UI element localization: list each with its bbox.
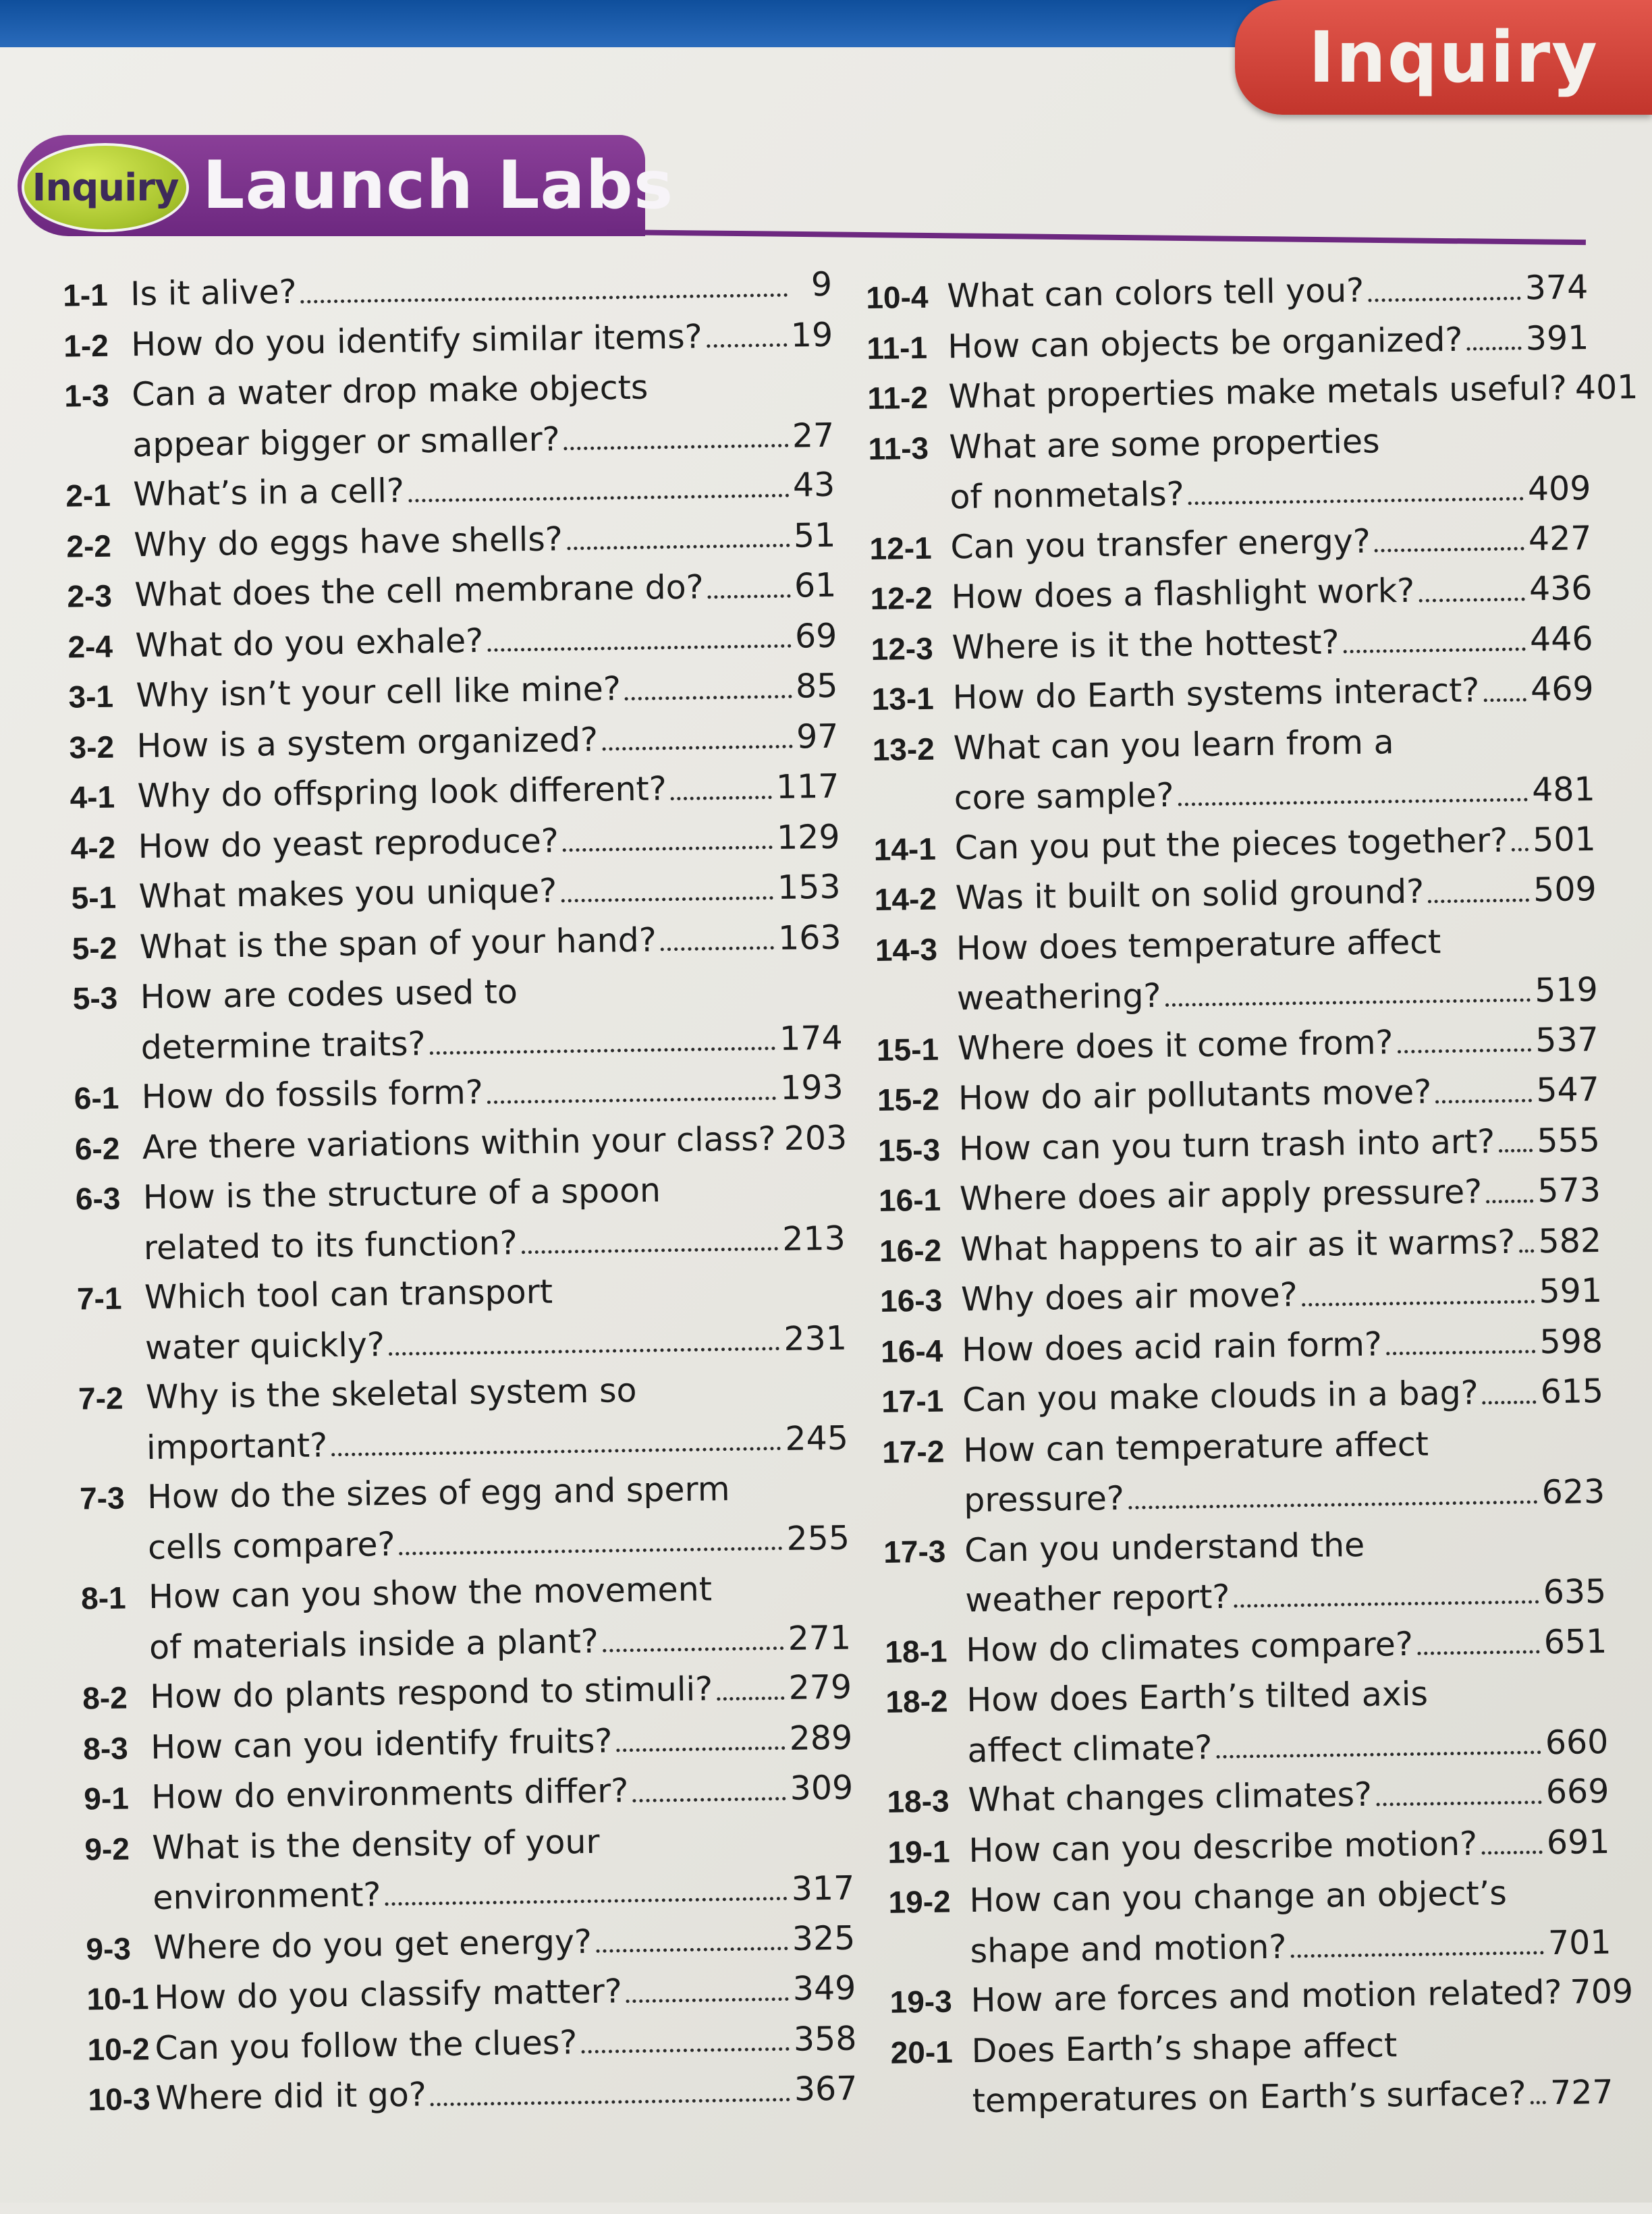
lab-title-continuation: weather report? <box>965 1572 1230 1626</box>
lab-number: 11-2 <box>867 372 949 423</box>
lab-title: Can you make clouds in a bag? <box>962 1368 1479 1425</box>
lab-title-continuation: shape and motion? <box>970 1922 1287 1976</box>
lab-title-continuation: environment? <box>153 1870 381 1922</box>
lab-number: 3-2 <box>69 722 137 773</box>
dot-leader <box>1531 2101 1547 2104</box>
toc-entry <box>872 715 1595 825</box>
lab-number: 16-2 <box>879 1225 961 1276</box>
lab-number: 5-1 <box>71 873 139 923</box>
toc-entry <box>84 1813 855 1924</box>
lab-title: What changes climates? <box>968 1770 1373 1825</box>
dot-leader <box>671 796 772 800</box>
dot-leader <box>1398 1049 1532 1054</box>
page-number: 691 <box>1546 1817 1610 1867</box>
lab-number: 2-3 <box>67 571 135 621</box>
lab-title: What is the density of your <box>152 1817 600 1873</box>
page-number: 279 <box>788 1663 852 1713</box>
toc-entry <box>78 1363 849 1474</box>
lab-number: 16-1 <box>879 1175 960 1225</box>
lab-number: 9-3 <box>86 1924 154 1974</box>
toc-entry <box>868 414 1591 524</box>
page-number: 43 <box>792 460 835 510</box>
lab-number: 8-2 <box>82 1673 150 1723</box>
dot-leader <box>1486 1199 1533 1203</box>
toc-left-column <box>63 260 858 2125</box>
page-number: 97 <box>796 711 839 761</box>
lab-title: What does the cell membrane do? <box>134 562 704 619</box>
lab-number: 12-1 <box>869 523 951 574</box>
toc-entry <box>883 1516 1607 1626</box>
page-number: 446 <box>1530 614 1594 665</box>
page-number: 669 <box>1545 1767 1609 1817</box>
toc-entry <box>882 1416 1605 1526</box>
lab-title-continuation: related to its function? <box>143 1218 518 1273</box>
lab-number: 2-2 <box>66 521 134 572</box>
lab-number: 16-4 <box>881 1326 962 1377</box>
lab-number: 3-1 <box>68 671 136 722</box>
page-number: 153 <box>777 862 842 913</box>
page-number: 701 <box>1547 1917 1612 1968</box>
lab-number: 12-2 <box>870 573 952 624</box>
lab-title-continuation: important? <box>146 1420 328 1472</box>
dot-leader <box>567 544 790 551</box>
lab-number: 12-3 <box>871 624 952 674</box>
lab-title-continuation: water quickly? <box>144 1320 385 1373</box>
toc-right-column <box>866 262 1614 2127</box>
page-number: 193 <box>780 1063 844 1113</box>
lab-title: How are codes used to <box>140 967 518 1022</box>
lab-title: Can you put the pieces together? <box>954 815 1508 873</box>
lab-title: Why isn’t your cell like mine? <box>136 664 621 721</box>
lab-title-continuation: cells compare? <box>148 1519 395 1572</box>
page-number: 117 <box>775 762 839 812</box>
lab-number: 19-2 <box>888 1877 970 1927</box>
lab-number: 9-2 <box>84 1824 153 1875</box>
lab-title: How do climates compare? <box>966 1619 1413 1675</box>
dot-leader <box>625 694 792 700</box>
dot-leader <box>1178 798 1529 806</box>
lab-number: 8-1 <box>81 1573 149 1624</box>
lab-title-continuation: of nonmetals? <box>949 470 1184 522</box>
lab-title: Why does air move? <box>961 1270 1298 1324</box>
dot-leader <box>563 846 773 852</box>
dot-leader <box>708 594 790 599</box>
lab-title: How do fossils form? <box>141 1068 483 1122</box>
toc-entry <box>890 2017 1614 2127</box>
dot-leader <box>431 2098 790 2106</box>
lab-title: Where does it come from? <box>957 1018 1394 1074</box>
dot-leader <box>1368 296 1521 302</box>
page-number: 651 <box>1543 1616 1607 1667</box>
lab-title-continuation: of materials inside a plant? <box>149 1616 599 1672</box>
lab-title: What properties make metals useful? <box>948 364 1567 422</box>
page-number: 469 <box>1531 664 1595 715</box>
page-number: 660 <box>1545 1717 1609 1767</box>
toc-entry <box>81 1563 852 1673</box>
page-number: 615 <box>1540 1366 1604 1417</box>
dot-leader <box>1188 497 1524 505</box>
lab-number: 2-1 <box>65 470 134 521</box>
lab-title: Where do you get energy? <box>153 1916 592 1972</box>
lab-title: How do environments differ? <box>151 1766 629 1822</box>
dot-leader <box>1375 547 1524 553</box>
dot-leader <box>717 1696 785 1700</box>
page-number: 374 <box>1524 262 1589 313</box>
lab-title: What can you learn from a <box>953 717 1394 773</box>
dot-leader <box>1302 1300 1535 1306</box>
lab-title: How does acid rain form? <box>962 1319 1383 1375</box>
lab-title: Can you follow the clues? <box>155 2018 578 2073</box>
lab-title: What can colors tell you? <box>947 266 1365 321</box>
dot-leader <box>1481 1851 1543 1855</box>
dot-leader <box>385 1897 788 1906</box>
lab-number: 8-3 <box>83 1723 151 1774</box>
lab-number: 15-3 <box>878 1125 960 1175</box>
page-number: 51 <box>793 510 835 560</box>
lab-number: 11-3 <box>868 423 949 474</box>
dot-leader <box>1386 1350 1536 1356</box>
inquiry-badge-label: Inquiry <box>32 166 179 210</box>
page-number: 582 <box>1538 1215 1602 1266</box>
lab-title: Why is the skeletal system so <box>146 1366 637 1422</box>
lab-title: Why do eggs have shells? <box>134 514 563 570</box>
lab-number: 19-1 <box>887 1827 969 1877</box>
dot-leader <box>1419 597 1525 602</box>
page-number: 709 <box>1570 1966 1634 2017</box>
lab-title: Can you transfer energy? <box>950 516 1371 572</box>
lab-title: How does Earth’s tilted axis <box>966 1669 1429 1725</box>
lab-title: How does temperature affect <box>956 917 1441 974</box>
lab-title: How is a system organized? <box>136 715 599 771</box>
lab-title: Why do offspring look different? <box>137 764 667 821</box>
lab-number: 5-3 <box>72 973 140 1024</box>
lab-title: What is the span of your hand? <box>139 915 657 972</box>
dot-leader <box>487 1097 776 1104</box>
page-number: 203 <box>783 1113 848 1163</box>
lab-title: How do you classify matter? <box>154 1966 622 2022</box>
page-number: 19 <box>790 310 833 360</box>
dot-leader <box>1483 1400 1537 1404</box>
dot-leader <box>1467 347 1522 351</box>
lab-number: 10-4 <box>866 272 947 323</box>
lab-number: 13-1 <box>871 673 953 724</box>
toc-entry <box>72 963 843 1074</box>
dot-leader <box>626 1997 789 2003</box>
lab-title: How does a flashlight work? <box>951 566 1415 622</box>
page-number: 85 <box>796 661 838 711</box>
page-number: 727 <box>1550 2068 1614 2118</box>
dot-leader <box>1499 1149 1533 1153</box>
page-number: 245 <box>785 1413 849 1464</box>
toc-entry <box>88 2064 858 2124</box>
lab-number: 4-1 <box>70 772 138 823</box>
lab-title: How are forces and motion related? <box>970 1968 1562 2026</box>
lab-title: Which tool can transport <box>144 1267 553 1323</box>
dot-leader <box>603 1646 784 1653</box>
lab-title: Was it built on solid ground? <box>955 867 1424 923</box>
lab-number: 6-1 <box>74 1073 142 1124</box>
page-number: 61 <box>794 561 836 611</box>
lab-number: 17-2 <box>882 1427 964 1477</box>
page-number: 231 <box>783 1313 848 1364</box>
page-number: 317 <box>791 1864 855 1914</box>
dot-leader <box>1234 1601 1539 1608</box>
lab-number: 15-2 <box>877 1074 958 1125</box>
dot-leader <box>707 343 787 348</box>
dot-leader <box>1435 1099 1532 1103</box>
dot-leader <box>487 644 791 652</box>
lab-number: 18-2 <box>885 1676 967 1727</box>
page-number: 27 <box>792 410 834 460</box>
dot-leader <box>564 443 788 450</box>
lab-number: 10-2 <box>87 2024 155 2075</box>
page-number: 391 <box>1525 313 1589 364</box>
dot-leader <box>596 1947 788 1953</box>
toc-entry-continuation <box>891 2068 1614 2127</box>
dot-leader <box>522 1247 779 1254</box>
lab-title: What do you exhale? <box>135 616 484 671</box>
page-number: 537 <box>1535 1015 1599 1066</box>
section-title: Launch Labs <box>202 147 673 224</box>
page-number: 69 <box>795 611 837 661</box>
page-number: 598 <box>1539 1316 1603 1366</box>
page-number: 367 <box>794 2064 858 2114</box>
lab-title-continuation: weathering? <box>956 971 1161 1024</box>
toc-entry <box>888 1867 1612 1977</box>
dot-leader <box>633 1797 786 1802</box>
dot-leader <box>430 1047 776 1055</box>
lab-number: 15-1 <box>876 1024 958 1075</box>
lab-title: How is the structure of a spoon <box>142 1165 661 1222</box>
toc-entry-line <box>88 2064 858 2124</box>
page-number: 289 <box>789 1713 853 1763</box>
lab-number: 11-1 <box>866 323 948 373</box>
dot-leader <box>581 2047 790 2053</box>
lab-number: 7-1 <box>76 1273 144 1324</box>
lab-number: 2-4 <box>67 621 136 672</box>
page-number: 427 <box>1528 514 1592 564</box>
lab-number: 14-1 <box>873 824 955 875</box>
lab-title-continuation: pressure? <box>964 1474 1125 1526</box>
lab-title: How do plants respond to stimuli? <box>150 1664 713 1721</box>
page-number: 163 <box>778 912 842 963</box>
lab-title: How can you show the movement <box>148 1564 713 1622</box>
lab-title: Where does air apply pressure? <box>960 1167 1483 1223</box>
dot-leader <box>408 493 789 502</box>
lab-number: 4-2 <box>70 823 138 873</box>
dot-leader <box>1483 698 1526 702</box>
lab-title: How can you change an object’s <box>969 1869 1507 1926</box>
lab-number: 18-3 <box>887 1776 968 1827</box>
lab-number: 10-3 <box>88 2074 156 2125</box>
page-number: 129 <box>776 812 840 862</box>
dot-leader <box>1428 898 1529 903</box>
page-number: 436 <box>1529 563 1593 614</box>
lab-title: How can you describe motion? <box>968 1819 1478 1875</box>
page-number: 591 <box>1539 1266 1603 1317</box>
lab-number: 1-1 <box>63 270 131 321</box>
lab-number: 16-3 <box>880 1275 962 1326</box>
lab-title: How can you turn trash into art? <box>958 1117 1495 1174</box>
lab-title: How do you identify similar items? <box>131 312 703 369</box>
page-number: 9 <box>792 260 833 310</box>
dot-leader <box>400 1547 783 1555</box>
dot-leader <box>331 1447 781 1456</box>
toc-entry <box>75 1163 846 1274</box>
dot-leader <box>1417 1651 1540 1656</box>
lab-title: How do the sizes of egg and sperm <box>147 1464 730 1522</box>
lab-title: Where did it go? <box>155 2070 426 2123</box>
toc-entry <box>885 1667 1609 1777</box>
dot-leader <box>1128 1501 1538 1510</box>
page-number: 509 <box>1533 864 1597 915</box>
page-number: 309 <box>790 1763 854 1814</box>
page-number: 409 <box>1527 464 1591 514</box>
lab-title: Can a water drop make objects <box>132 363 649 420</box>
inquiry-tab-label: Inquiry <box>1309 16 1599 99</box>
lab-title-continuation: determine traits? <box>140 1019 426 1072</box>
page-number: 349 <box>792 1964 856 2014</box>
lab-title-continuation: core sample? <box>954 771 1174 823</box>
dot-leader <box>301 293 788 303</box>
dot-leader <box>1344 648 1526 654</box>
lab-title: What’s in a cell? <box>133 466 405 520</box>
dot-leader <box>1519 1250 1534 1253</box>
lab-title: Where is it the hottest? <box>952 617 1340 673</box>
lab-number: 14-2 <box>874 874 956 924</box>
page-number: 519 <box>1535 965 1599 1016</box>
toc-entry <box>80 1463 850 1574</box>
dot-leader <box>661 946 774 951</box>
lab-number: 7-3 <box>80 1473 148 1524</box>
lab-title: Does Earth’s shape affect <box>971 2020 1398 2076</box>
toc-entry <box>875 915 1598 1025</box>
page-number: 255 <box>786 1513 850 1563</box>
lab-number: 6-3 <box>75 1173 143 1224</box>
page-number: 555 <box>1537 1115 1601 1165</box>
page-number: 401 <box>1574 362 1639 413</box>
toc-entry <box>76 1263 847 1374</box>
lab-number: 9-1 <box>84 1773 152 1824</box>
lab-title: What makes you unique? <box>138 866 557 922</box>
lab-number: 18-1 <box>885 1626 966 1677</box>
page-number: 358 <box>793 2014 857 2064</box>
page-number: 573 <box>1537 1165 1601 1216</box>
lab-title: How can objects be organized? <box>947 314 1463 371</box>
lab-number: 1-3 <box>64 370 132 421</box>
lab-title-continuation: temperatures on Earth’s surface? <box>972 2069 1526 2126</box>
lab-title: Can you understand the <box>964 1520 1365 1575</box>
lab-title: How can temperature affect <box>963 1419 1429 1475</box>
page-number: 271 <box>788 1613 852 1663</box>
lab-title-continuation: affect climate? <box>967 1723 1213 1776</box>
lab-number: 7-2 <box>78 1373 146 1424</box>
dot-leader <box>389 1347 780 1356</box>
lab-number: 13-2 <box>872 724 954 775</box>
lab-number: 17-3 <box>883 1526 965 1577</box>
page-number: 501 <box>1533 814 1597 865</box>
lab-title: How do Earth systems interact? <box>952 665 1480 722</box>
lab-title: Is it alive? <box>130 267 297 319</box>
dot-leader <box>1165 999 1531 1007</box>
lab-number: 20-1 <box>890 2027 972 2078</box>
lab-number: 17-1 <box>881 1376 963 1427</box>
lab-number: 6-2 <box>74 1124 142 1174</box>
page-number: 635 <box>1543 1567 1607 1617</box>
lab-title: How can you identify fruits? <box>150 1716 613 1772</box>
lab-number: 14-3 <box>875 924 956 975</box>
lab-number: 10-1 <box>86 1974 155 2024</box>
lab-number: 5-2 <box>72 923 140 974</box>
page-number: 481 <box>1532 765 1596 815</box>
page-number: 325 <box>792 1913 856 1964</box>
lab-title: How do air pollutants move? <box>958 1067 1431 1123</box>
page-number: 547 <box>1536 1065 1600 1115</box>
dot-leader <box>1376 1800 1542 1806</box>
lab-title-continuation: appear bigger or smaller? <box>132 414 560 470</box>
page-number: 623 <box>1541 1467 1605 1518</box>
lab-title: What happens to air as it warms? <box>960 1217 1516 1274</box>
dot-leader <box>561 896 773 902</box>
page-number: 213 <box>782 1213 846 1264</box>
lab-number: 1-2 <box>63 321 132 371</box>
page-number: 174 <box>779 1013 844 1063</box>
lab-title: Are there variations within your class? <box>142 1114 776 1173</box>
lab-title: How do yeast reproduce? <box>138 816 559 871</box>
lab-number: 19-3 <box>889 1976 971 2027</box>
dot-leader <box>1291 1951 1545 1958</box>
dot-leader <box>1512 848 1529 852</box>
dot-leader <box>602 745 792 751</box>
toc-entry <box>64 360 835 471</box>
lab-title: What are some properties <box>949 416 1380 472</box>
dot-leader <box>1217 1750 1542 1759</box>
dot-leader <box>617 1746 786 1752</box>
